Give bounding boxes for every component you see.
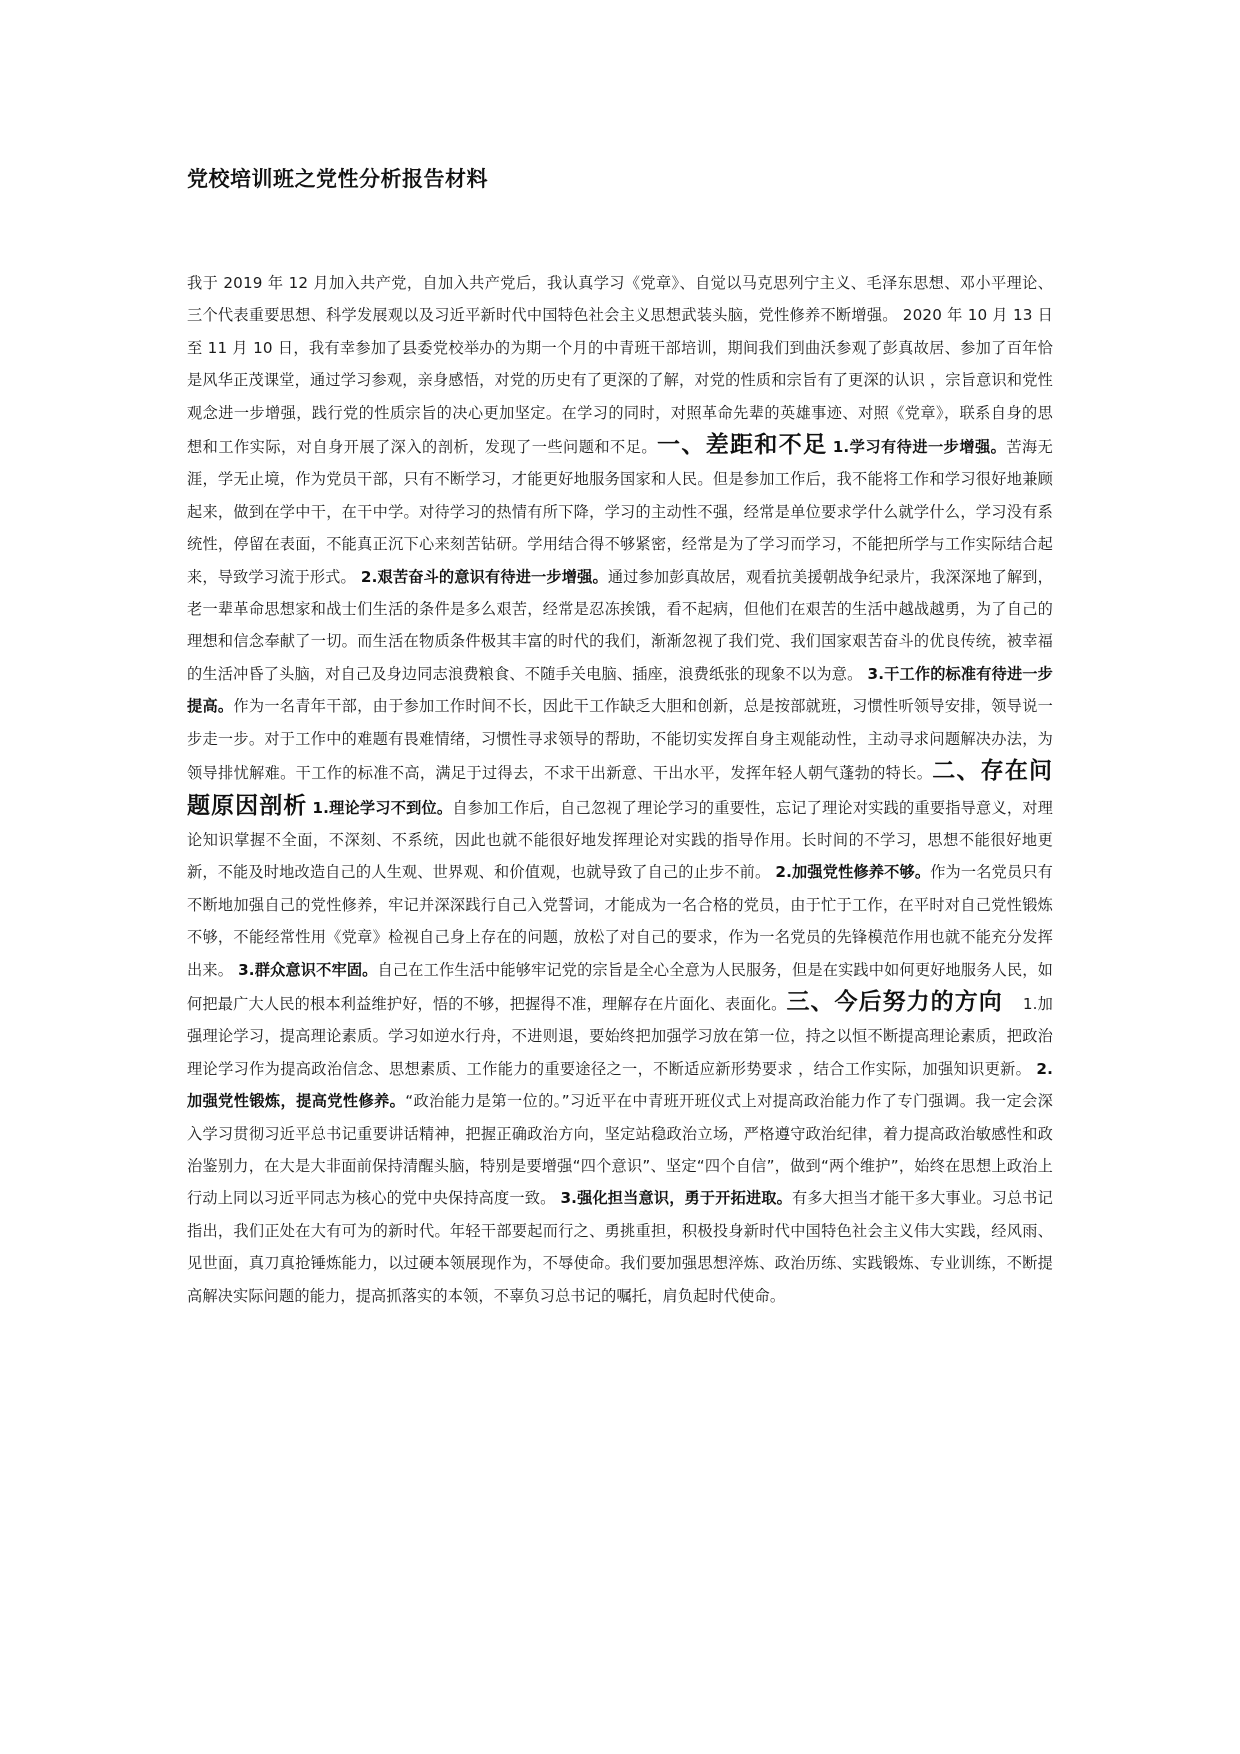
section-2-item-2-title: 2.加强党性修养不够。 xyxy=(775,863,931,882)
section-2-item-1-title: 1.理论学习不到位。 xyxy=(312,798,453,817)
section-3-item-1-text: 1.加强理论学习，提高理论素质。学习如逆水行舟，不进则退，要始终把加强学习放在第一位，持之以恒不断提高理论素质，把政治理论学习作为提高政治信念、思想素质、工作能力的重要途径之一，不断适应新形势要求 ，结合工作实际，加强知识更新。 xyxy=(187,994,1053,1078)
document-body xyxy=(187,267,1053,1312)
section-2-item-1-text: 自参加工作后，自己忽视了理论学习的重要性，忘记了理论对实践的重要指导意义，对理论知识掌握不全面，不深刻、不系统，因此也就不能很好地发挥理论对实践的指导作用。长时间的不学习，思想不能很好地更新，不能及时地改造自己的人生观、世界观、和价值观，也就导致了自己的止步不前。 xyxy=(187,798,1053,882)
section-3-item-3-title: 3.强化担当意识，勇于开拓进取。 xyxy=(560,1189,793,1208)
section-3-item-2-text: “政治能力是第一位的。”习近平在中青班开班仪式上对提高政治能力作了专门强调。我一定会深入学习贯彻习近平总书记重要讲话精神，把握正确政治方向，坚定站稳政治立场，严格遵守政治纪律，着力提高政治敏感性和政治鉴别力，在大是大非面前保持清醒头脑，特别是要增强“四个意识”、坚定“四个自信”，做到“两个维护”，始终在思想上政治上行动上同以习近平同志为核心的党中央保持高度一致。 xyxy=(187,1092,1053,1208)
section-1-heading: 一、差距和不足 xyxy=(657,432,828,459)
document-title: 党校培训班之党性分析报告材料 xyxy=(187,167,488,191)
section-3-item-3-text: 有多大担当才能干多大事业。习总书记指出，我们正处在大有可为的新时代。年轻干部要起而行之、勇挑重担，积极投身新时代中国特色社会主义伟大实践，经风雨、见世面，真刀真抢锤炼能力，以过硬本领展现作为，不辱使命。我们要加强思想淬炼、政治历练、实践锻炼、专业训练，不断提高解决实际问题的能力，提高抓落实的本领，不辜负习总书记的嘱托，肩负起时代使命。 xyxy=(187,1189,1053,1305)
section-1-item-2-title: 2.艰苦奋斗的意识有待进一步增强。 xyxy=(360,567,608,586)
section-3-item-2-title: 2.加强党性锻炼，提高党性修养。 xyxy=(187,1059,1054,1111)
section-1-item-2-text: 通过参加彭真故居，观看抗美援朝战争纪录片，我深深地了解到，老一辈革命思想家和战士们生活的条件是多么艰苦，经常是忍冻挨饿，看不起病，但他们在艰苦的生活中越战越勇，为了自己的理想和信念奉献了一切。而生活在物质条件极其丰富的时代的我们，渐渐忽视了我们党、我们国家艰苦奋斗的优良传统，被幸福的生活冲昏了头脑，对自己及身边同志浪费粮食、不随手关电脑、插座，浪费纸张的现象不以为意。 xyxy=(187,567,1053,683)
section-1-item-1-title: 1.学习有待进一步增强。 xyxy=(832,438,1007,457)
section-1-item-1-text: 苦海无涯，学无止境，作为党员干部，只有不断学习，才能更好地服务国家和人民。但是参加工作后，我不能将工作和学习很好地兼顾起来，做到在学中干，在干中学。对待学习的热情有所下降，学习的主动性不强，经常是单位要求学什么就学什么，学习没有系统性，停留在表面，不能真正沉下心来刻苦钻研。学用结合得不够紧密，经常是为了学习而学习，不能把所学与工作实际结合起来，导致学习流于形式。 xyxy=(187,438,1054,586)
section-1-item-3-text: 作为一名青年干部，由于参加工作时间不长，因此干工作缺乏大胆和创新，总是按部就班，习惯性听领导安排，领导说一步走一步。对于工作中的难题有畏难情绪，习惯性寻求领导的帮助，不能切实发挥自身主观能动性，主动寻求问题解决办法，为领导排忧解难。干工作的标准不高，满足于过得去，不求干出新意、干出水平，发挥年轻人朝气蓬勃的特长。 xyxy=(187,697,1054,783)
section-2-item-3-title: 3.群众意识不牢固。 xyxy=(238,960,378,979)
section-2-heading: 二、存在问题原因剖析 xyxy=(187,758,1054,819)
intro-paragraph: 我于 2019 年 12 月加入共产党，自加入共产党后，我认真学习《党章》、自觉以马克思列宁主义、毛泽东思想、邓小平理论、三个代表重要思想、科学发展观以及习近平新时代中国特色社会主义思想武装头脑，党性修养不断增强。 2020 年 10 月 13 日至 11 月 10 日，我有幸参加了县委党校举办的为期一个月的中青班干部培训，期间我们到曲沃参观了彭真故居、参加了百年恰是风华正茂课堂，通过学习参观，亲身感悟，对党的历史有了更深的了解，对党的性质和宗旨有了更深的认识 ，宗旨意识和党性观念进一步增强，践行党的性质宗旨的决心更加坚定。在学习的同时，对照革命先辈的英雄事迹、对照《党章》，联系自身的思想和工作实际，对自身开展了深入的剖析，发现了一些问题和不足。 xyxy=(187,274,1053,457)
section-2-item-2-text: 作为一名党员只有不断地加强自己的党性修养，牢记并深深践行自己入党誓词，才能成为一名合格的党员，由于忙于工作，在平时对自己党性锻炼不够，不能经常性用《党章》检视自己身上存在的问题，放松了对自己的要求，作为一名党员的先锋模范作用也就不能充分发挥出来。 xyxy=(187,863,1054,979)
section-2-item-3-text: 自己在工作生活中能够牢记党的宗旨是全心全意为人民服务，但是在实践中如何更好地服务人民，如何把最广大人民的根本利益维护好，悟的不够，把握得不准，理解存在片面化、表面化。 xyxy=(187,960,1053,1013)
section-1-item-3-title: 3.干工作的标准有待进一步提高。 xyxy=(187,664,1053,716)
section-3-heading: 三、今后努力的方向 xyxy=(786,988,1003,1015)
